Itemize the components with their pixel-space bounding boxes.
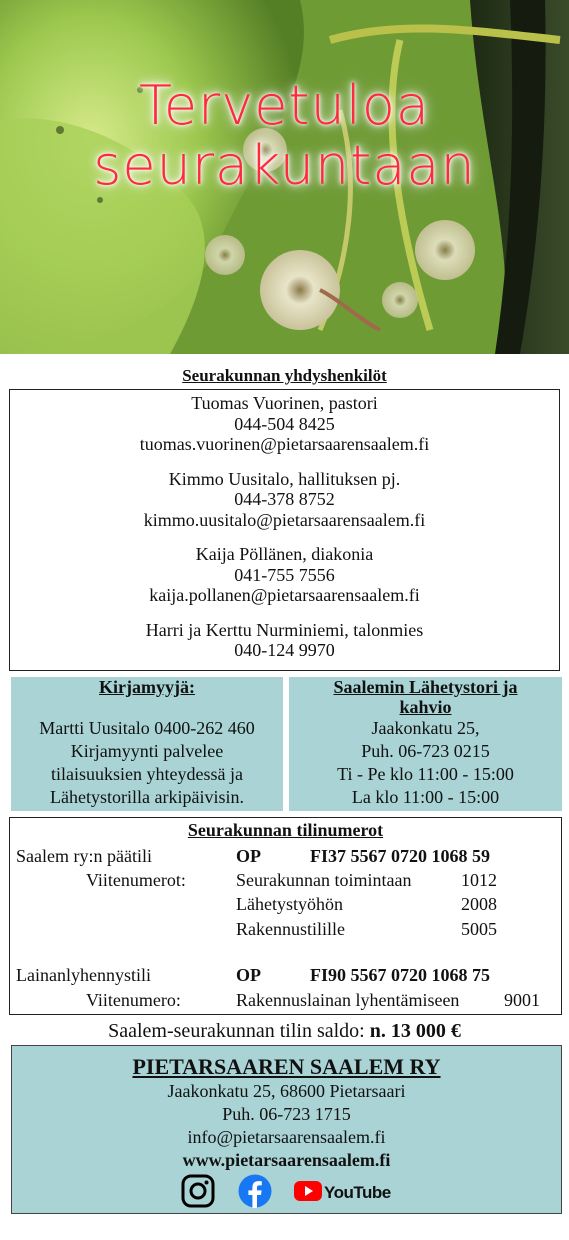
organization-box — [11, 1045, 562, 1214]
hero-banner — [0, 0, 569, 354]
accounts-box — [9, 817, 562, 1015]
loan-ref-number: 9001 — [504, 990, 540, 1010]
ref-purpose: Seurakunnan toimintaan — [236, 870, 412, 890]
hero-title-line1: Tervetuloa — [139, 74, 430, 137]
contact-name: Kaija Pöllänen, diakonia — [195, 544, 374, 564]
contact-board-chair — [10, 469, 559, 531]
mission-shop-box — [289, 677, 562, 811]
contact-email[interactable]: tuomas.vuorinen@pietarsaarensaalem.fi — [139, 434, 430, 454]
mission-shop-heading-line1: Saalemin Lähetystori ja — [333, 677, 518, 697]
facebook-icon[interactable] — [238, 1174, 272, 1208]
contact-email[interactable]: kimmo.uusitalo@pietarsaarensaalem.fi — [143, 509, 426, 530]
main-ref-label: Viitenumerot: — [86, 870, 186, 890]
contact-caretaker — [10, 620, 559, 661]
balance-label: Saalem-seurakunnan tilin saldo: — [108, 1020, 365, 1042]
contact-name: Tuomas Vuorinen, pastori — [191, 393, 378, 413]
ref-purpose: Rakennustilille — [236, 919, 345, 939]
contact-phone[interactable]: 041-755 7556 — [234, 564, 335, 585]
accounts-heading: Seurakunnan tilinumerot — [187, 820, 384, 840]
contacts-box — [9, 389, 560, 671]
instagram-icon[interactable] — [181, 1174, 215, 1208]
org-email[interactable]: info@pietarsaarensaalem.fi — [187, 1127, 386, 1147]
bookshop-line: Kirjamyynti palvelee — [70, 741, 224, 761]
contact-phone[interactable]: 044-378 8752 — [234, 489, 335, 509]
loan-account-iban[interactable]: FI90 5567 0720 1068 75 — [310, 965, 490, 985]
balance-value: n. 13 000 € — [369, 1020, 461, 1042]
youtube-label: YouTube — [324, 1183, 391, 1202]
ref-purpose: Lähetystyöhön — [236, 894, 343, 914]
ref-number: 1012 — [461, 870, 497, 890]
contact-name: Harri ja Kerttu Nurminiemi, talonmies — [145, 619, 424, 640]
org-address: Jaakonkatu 25, 68600 Pietarsaari — [167, 1081, 406, 1101]
org-name: PIETARSAAREN SAALEM RY — [132, 1054, 441, 1079]
account-balance — [0, 1020, 569, 1043]
bookshop-line: Martti Uusitalo 0400-262 460 — [39, 718, 255, 738]
ref-number: 2008 — [461, 894, 497, 914]
youtube-icon[interactable] — [294, 1178, 391, 1204]
bookshop-box — [11, 677, 283, 811]
main-account-iban[interactable]: FI37 5567 0720 1068 59 — [310, 846, 490, 866]
contact-phone[interactable]: 044-504 8425 — [234, 413, 335, 434]
hero-title-line2: seurakuntaan — [93, 134, 476, 197]
mission-shop-line: Ti - Pe klo 11:00 - 15:00 — [337, 764, 514, 784]
contact-pastor — [10, 393, 559, 455]
mission-shop-line: Jaakonkatu 25, — [371, 718, 480, 738]
contact-name: Kimmo Uusitalo, hallituksen pj. — [168, 468, 401, 489]
loan-ref-purpose: Rakennuslainan lyhentämiseen — [236, 990, 460, 1010]
loan-account-bank: OP — [236, 965, 261, 985]
mission-shop-line: Puh. 06-723 0215 — [361, 741, 490, 761]
ref-number: 5005 — [461, 919, 497, 939]
mission-shop-heading-line2: kahvio — [399, 697, 452, 717]
loan-account-label: Lainanlyhennystili — [16, 965, 151, 985]
bookshop-line: Lähetystorilla arkipäivisin. — [50, 787, 244, 807]
bookshop-heading: Kirjamyyjä: — [99, 677, 195, 697]
bookshop-line: tilaisuuksien yhteydessä ja — [51, 764, 243, 784]
org-phone[interactable]: Puh. 06-723 1715 — [222, 1104, 351, 1124]
social-links — [12, 1174, 561, 1212]
main-account-label: Saalem ry:n päätili — [16, 846, 152, 866]
contact-diaconia — [10, 544, 559, 606]
contact-email[interactable]: kaija.pollanen@pietarsaarensaalem.fi — [149, 585, 420, 605]
contacts-heading: Seurakunnan yhdyshenkilöt — [182, 366, 387, 385]
org-website[interactable]: www.pietarsaarensaalem.fi — [182, 1150, 391, 1170]
loan-ref-label: Viitenumero: — [86, 990, 181, 1010]
mission-shop-line: La klo 11:00 - 15:00 — [351, 787, 500, 807]
main-account-bank: OP — [236, 846, 261, 866]
contact-phone[interactable]: 040-124 9970 — [234, 640, 335, 660]
